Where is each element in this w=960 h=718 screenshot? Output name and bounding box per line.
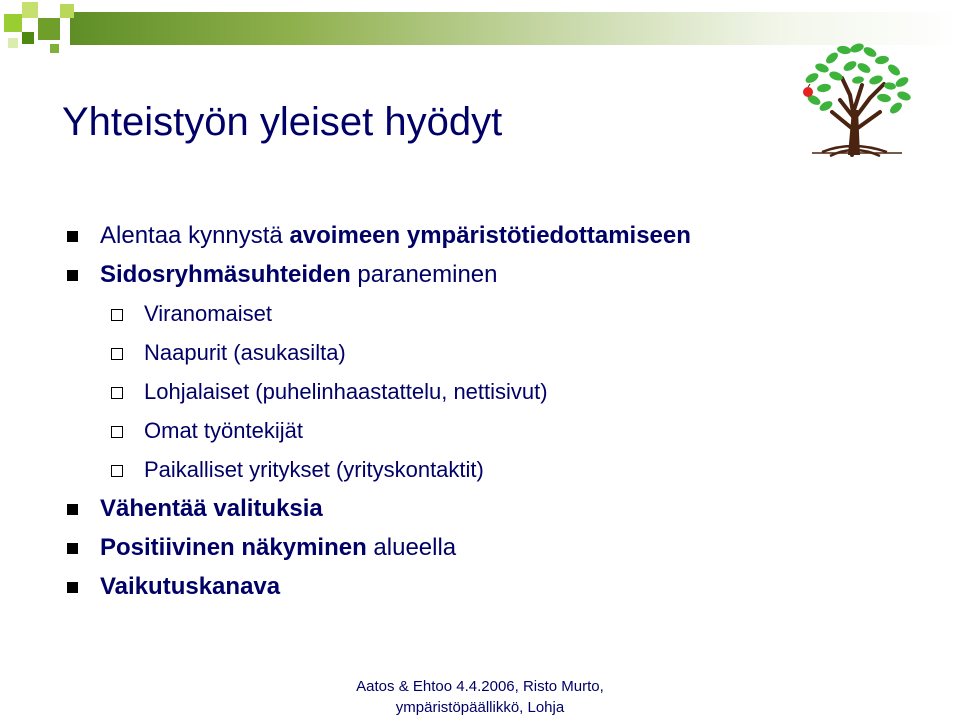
sub-bullet-item bbox=[62, 333, 922, 372]
hollow-square-bullet-icon bbox=[111, 309, 123, 321]
sub-bullet-item bbox=[62, 372, 922, 411]
slide-footer bbox=[320, 676, 640, 718]
square-bullet-icon bbox=[67, 543, 78, 554]
bullet-text: alueella bbox=[366, 534, 457, 561]
bullet-list bbox=[62, 216, 922, 606]
square-bullet-icon bbox=[67, 270, 78, 281]
header-square bbox=[60, 4, 74, 18]
bullet-item bbox=[62, 216, 922, 255]
bullet-item bbox=[62, 255, 922, 294]
header-square bbox=[38, 18, 60, 40]
sub-bullet-text: Viranomaiset bbox=[144, 301, 272, 326]
sub-bullet-text: Lohjalaiset (puhelinhaastattelu, nettisivut) bbox=[144, 379, 548, 404]
sub-bullet-item bbox=[62, 411, 922, 450]
footer-line: Aatos & Ehtoo 4.4.2006, Risto Murto, bbox=[356, 678, 604, 695]
sub-bullet-text: Paikalliset yritykset (yrityskontaktit) bbox=[144, 457, 484, 482]
bullet-text-bold: avoimeen ympäristötiedottamiseen bbox=[289, 222, 691, 249]
sub-bullet-item bbox=[62, 294, 922, 333]
footer-line: ympäristöpäällikkö, Lohja bbox=[395, 699, 565, 716]
bullet-text: paraneminen bbox=[350, 261, 498, 288]
bullet-item bbox=[62, 567, 922, 606]
bullet-text-bold: Sidosryhmäsuhteiden bbox=[100, 261, 351, 288]
hollow-square-bullet-icon bbox=[111, 387, 123, 399]
sub-bullet-text: Omat työntekijät bbox=[144, 418, 303, 443]
header-square bbox=[8, 38, 18, 48]
bullet-text-bold: Vaikutuskanava bbox=[100, 573, 281, 600]
hollow-square-bullet-icon bbox=[111, 426, 123, 438]
square-bullet-icon bbox=[67, 231, 78, 242]
bullet-text: Alentaa kynnystä bbox=[100, 222, 290, 249]
bullet-text-bold: Positiivinen näkyminen bbox=[100, 534, 367, 561]
square-bullet-icon bbox=[67, 582, 78, 593]
tree-logo-icon bbox=[792, 40, 922, 160]
bullet-item bbox=[62, 489, 922, 528]
hollow-square-bullet-icon bbox=[111, 465, 123, 477]
header-square bbox=[4, 14, 22, 32]
sub-bullet-item bbox=[62, 450, 922, 489]
bullet-item bbox=[62, 528, 922, 567]
square-bullet-icon bbox=[67, 504, 78, 515]
header-square bbox=[50, 44, 59, 53]
header-square bbox=[22, 2, 38, 18]
sub-bullet-text: Naapurit (asukasilta) bbox=[144, 340, 346, 365]
hollow-square-bullet-icon bbox=[111, 348, 123, 360]
header-square bbox=[22, 32, 34, 44]
slide-title: Yhteistyön yleiset hyödyt bbox=[62, 100, 503, 144]
bullet-text-bold: Vähentää valituksia bbox=[100, 495, 323, 522]
